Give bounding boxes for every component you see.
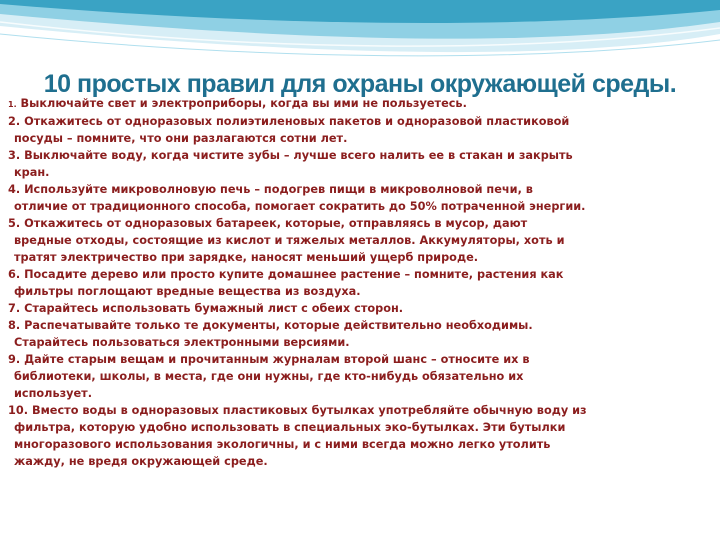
rule-number: 10.: [8, 404, 29, 417]
rule-number: 2.: [8, 115, 21, 128]
rule-text-line: Дайте старым вещам и прочитанным журналам второй шанс – относите их в: [24, 353, 530, 366]
rule-number: 3.: [8, 149, 21, 162]
rule-text-line: Выключайте воду, когда чистите зубы – лучше всего налить ее в стакан и закрыть: [24, 149, 573, 162]
rule-item: [8, 402, 714, 470]
rule-text-line: Используйте микроволновую печь – подогрев пищи в микроволновой печи, в: [24, 183, 533, 196]
rule-number: 1.: [8, 100, 17, 109]
rule-text-line: Откажитесь от одноразовых полиэтиленовых пакетов и одноразовой пластиковой: [24, 115, 570, 128]
rule-item: [8, 95, 714, 113]
rule-text-line: Вместо воды в одноразовых пластиковых бутылках употребляйте обычную воду из: [31, 404, 587, 417]
rules-list: [8, 95, 714, 470]
rule-text-line: фильтра, которую удобно использовать в специальных эко-бутылках. Эти бутылки: [14, 421, 566, 434]
rule-item: [8, 113, 714, 147]
rule-item: [8, 266, 714, 300]
rule-text-line: Посадите дерево или просто купите домашнее растение – помните, растения как: [24, 268, 564, 281]
rule-item: [8, 215, 714, 266]
decorative-wave-header: [0, 0, 720, 80]
rule-item: [8, 147, 714, 181]
rule-text-line: отличие от традиционного способа, помогает сократить до 50% потраченной энергии.: [14, 200, 586, 213]
slide-title: 10 простых правил для охраны окружающей среды.: [43, 70, 677, 98]
rule-item: [8, 300, 714, 317]
rule-text-line: кран.: [14, 166, 50, 179]
rule-text-line: Старайтесь использовать бумажный лист с обеих сторон.: [24, 302, 404, 315]
rule-number: 6.: [8, 268, 21, 281]
rule-text-line: использует.: [14, 387, 93, 400]
rule-text-line: библиотеки, школы, в места, где они нужны, где кто-нибудь обязательно их: [14, 370, 524, 383]
rule-item: [8, 317, 714, 351]
rule-number: 5.: [8, 217, 21, 230]
rule-text-line: тратят электричество при зарядке, наносят меньший ущерб природе.: [14, 251, 479, 264]
rule-text-line: фильтры поглощают вредные вещества из воздуха.: [14, 285, 361, 298]
rule-text-line: вредные отходы, состоящие из кислот и тяжелых металлов. Аккумуляторы, хоть и: [14, 234, 565, 247]
rule-number: 8.: [8, 319, 21, 332]
rule-number: 7.: [8, 302, 21, 315]
rule-item: [8, 351, 714, 402]
rule-text-line: многоразового использования экологичны, и с ними всегда можно легко утолить: [14, 438, 551, 451]
rule-text-line: Старайтесь пользоваться электронными версиями.: [14, 336, 350, 349]
rule-text-line: Выключайте свет и электроприборы, когда вы ими не пользуетесь.: [20, 97, 467, 110]
rule-text-line: жажду, не вредя окружающей среде.: [14, 455, 268, 468]
rule-number: 9.: [8, 353, 21, 366]
rule-text-line: посуды – помните, что они разлагаются сотни лет.: [14, 132, 348, 145]
rule-text-line: Откажитесь от одноразовых батареек, которые, отправляясь в мусор, дают: [24, 217, 528, 230]
rule-number: 4.: [8, 183, 21, 196]
rule-item: [8, 181, 714, 215]
rule-text-line: Распечатывайте только те документы, которые действительно необходимы.: [24, 319, 533, 332]
